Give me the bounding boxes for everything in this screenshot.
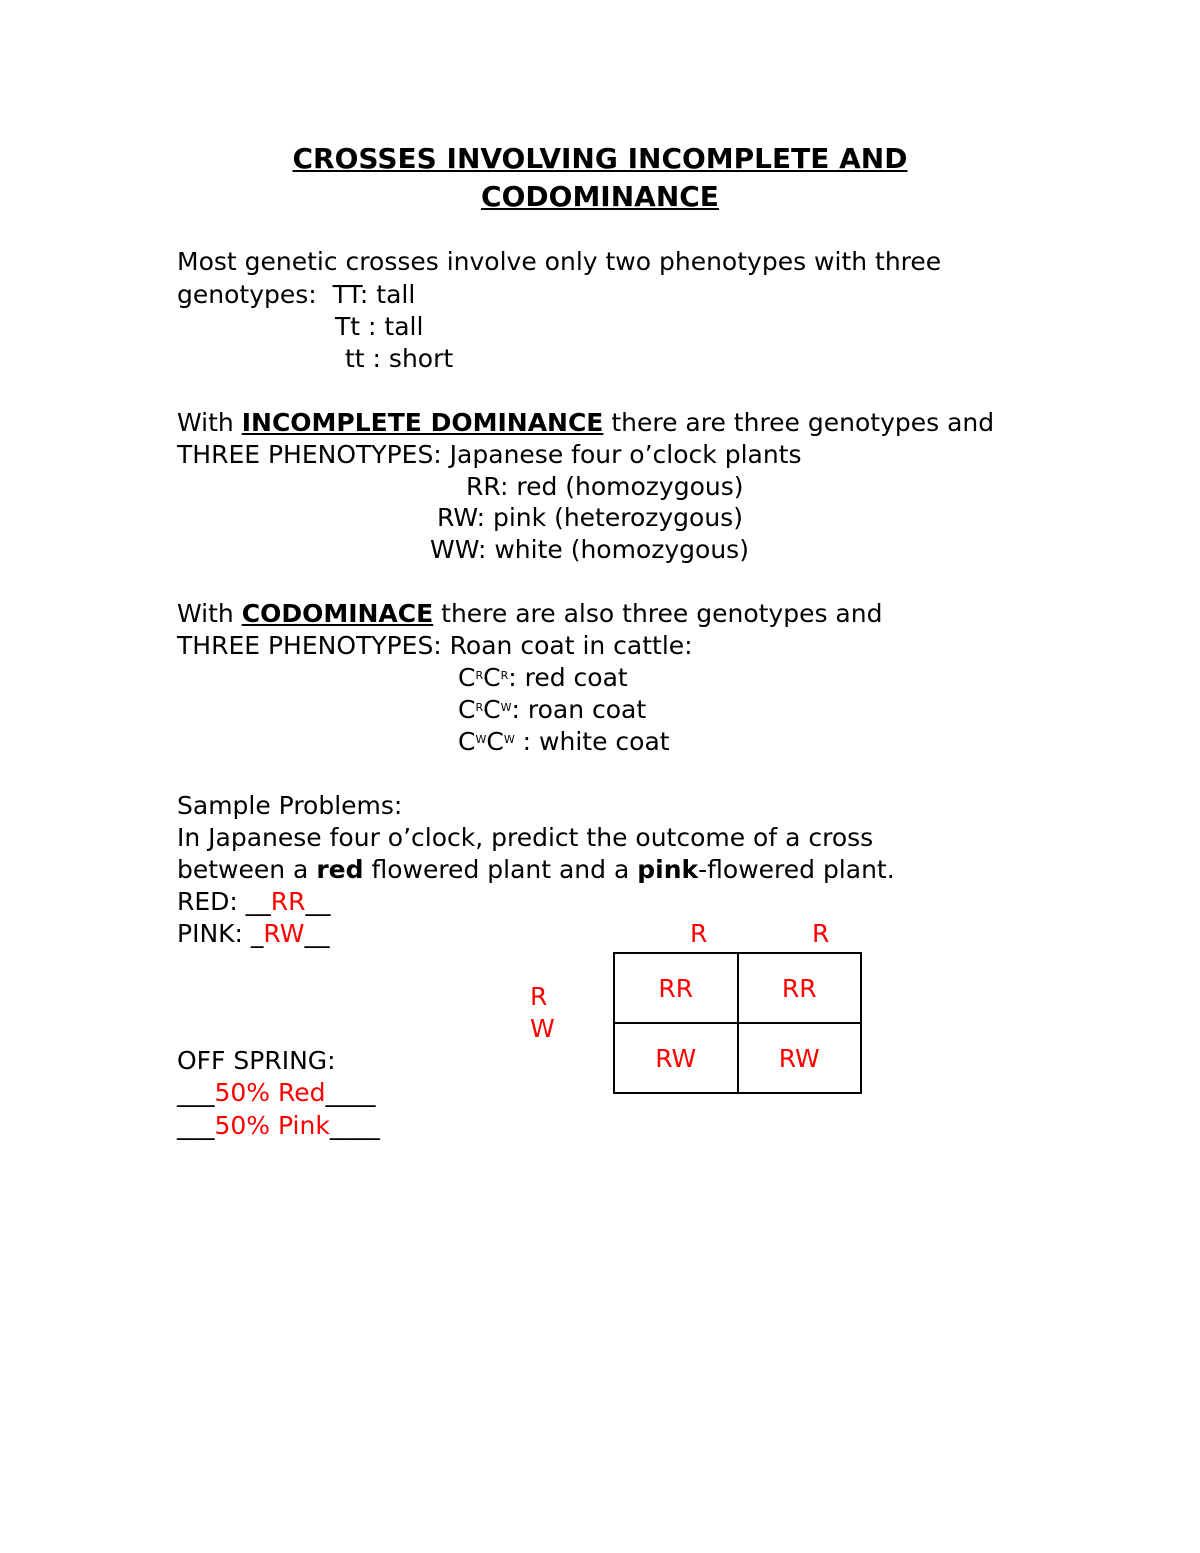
codominance-term: CODOMINACE: [241, 599, 434, 628]
codominance-with: With: [177, 599, 242, 628]
incomplete-line-2: THREE PHENOTYPES: Japanese four o’clock plants: [177, 440, 802, 469]
punnett-top-allele-1: R: [690, 919, 708, 948]
codominance-line-2: THREE PHENOTYPES: Roan coat in cattle:: [177, 631, 693, 660]
punnett-cell: RR: [738, 953, 862, 1023]
page-title-line-2: CODOMINANCE: [481, 180, 719, 213]
offspring-pink: ___50% Pink____: [177, 1111, 380, 1140]
punnett-side-allele-2: W: [530, 1014, 555, 1043]
codominance-genotype-1: $C^RC^R$: red coat: [458, 663, 628, 692]
codominance-rest: there are also three genotypes and: [433, 599, 883, 628]
punnett-cell: RR: [614, 953, 738, 1023]
intro-line-1: Most genetic crosses involve only two phenotypes with three: [177, 247, 942, 276]
offspring-heading: OFF SPRING:: [177, 1046, 336, 1075]
codominance-genotype-2: $C^RC^W$: roan coat: [458, 695, 647, 724]
intro-line-3: Tt : tall: [335, 312, 424, 341]
codominance-line-1: [177, 598, 882, 630]
punnett-cell: RW: [738, 1023, 862, 1093]
incomplete-line-1: [177, 407, 994, 439]
sample-question-2: between a red flowered plant and a pink-flowered plant.: [177, 855, 895, 884]
page-title-line-1: CROSSES INVOLVING INCOMPLETE AND: [292, 142, 908, 175]
incomplete-rest: there are three genotypes and: [603, 408, 995, 437]
incomplete-rw: RW: pink (heterozygous): [437, 503, 743, 532]
incomplete-term: INCOMPLETE DOMINANCE: [241, 408, 604, 437]
punnett-top-allele-2: R: [812, 919, 830, 948]
incomplete-ww: WW: white (homozygous): [430, 535, 749, 564]
sample-question-1: In Japanese four o’clock, predict the outcome of a cross: [177, 823, 874, 852]
punnett-cell: RW: [614, 1023, 738, 1093]
sample-heading: Sample Problems:: [177, 791, 403, 820]
intro-line-4: tt : short: [345, 344, 454, 373]
pink-genotype-answer: PINK: _RW__: [177, 919, 330, 948]
offspring-red: ___50% Red____: [177, 1078, 376, 1107]
incomplete-with: With: [177, 408, 242, 437]
punnett-square: [613, 952, 862, 1094]
incomplete-rr: RR: red (homozygous): [466, 472, 744, 501]
punnett-side-allele-1: R: [530, 982, 548, 1011]
intro-line-2: genotypes: TT: tall: [177, 280, 416, 309]
red-genotype-answer: RED: __RR__: [177, 887, 331, 916]
codominance-genotype-3: $C^WC^W$ : white coat: [458, 727, 670, 756]
